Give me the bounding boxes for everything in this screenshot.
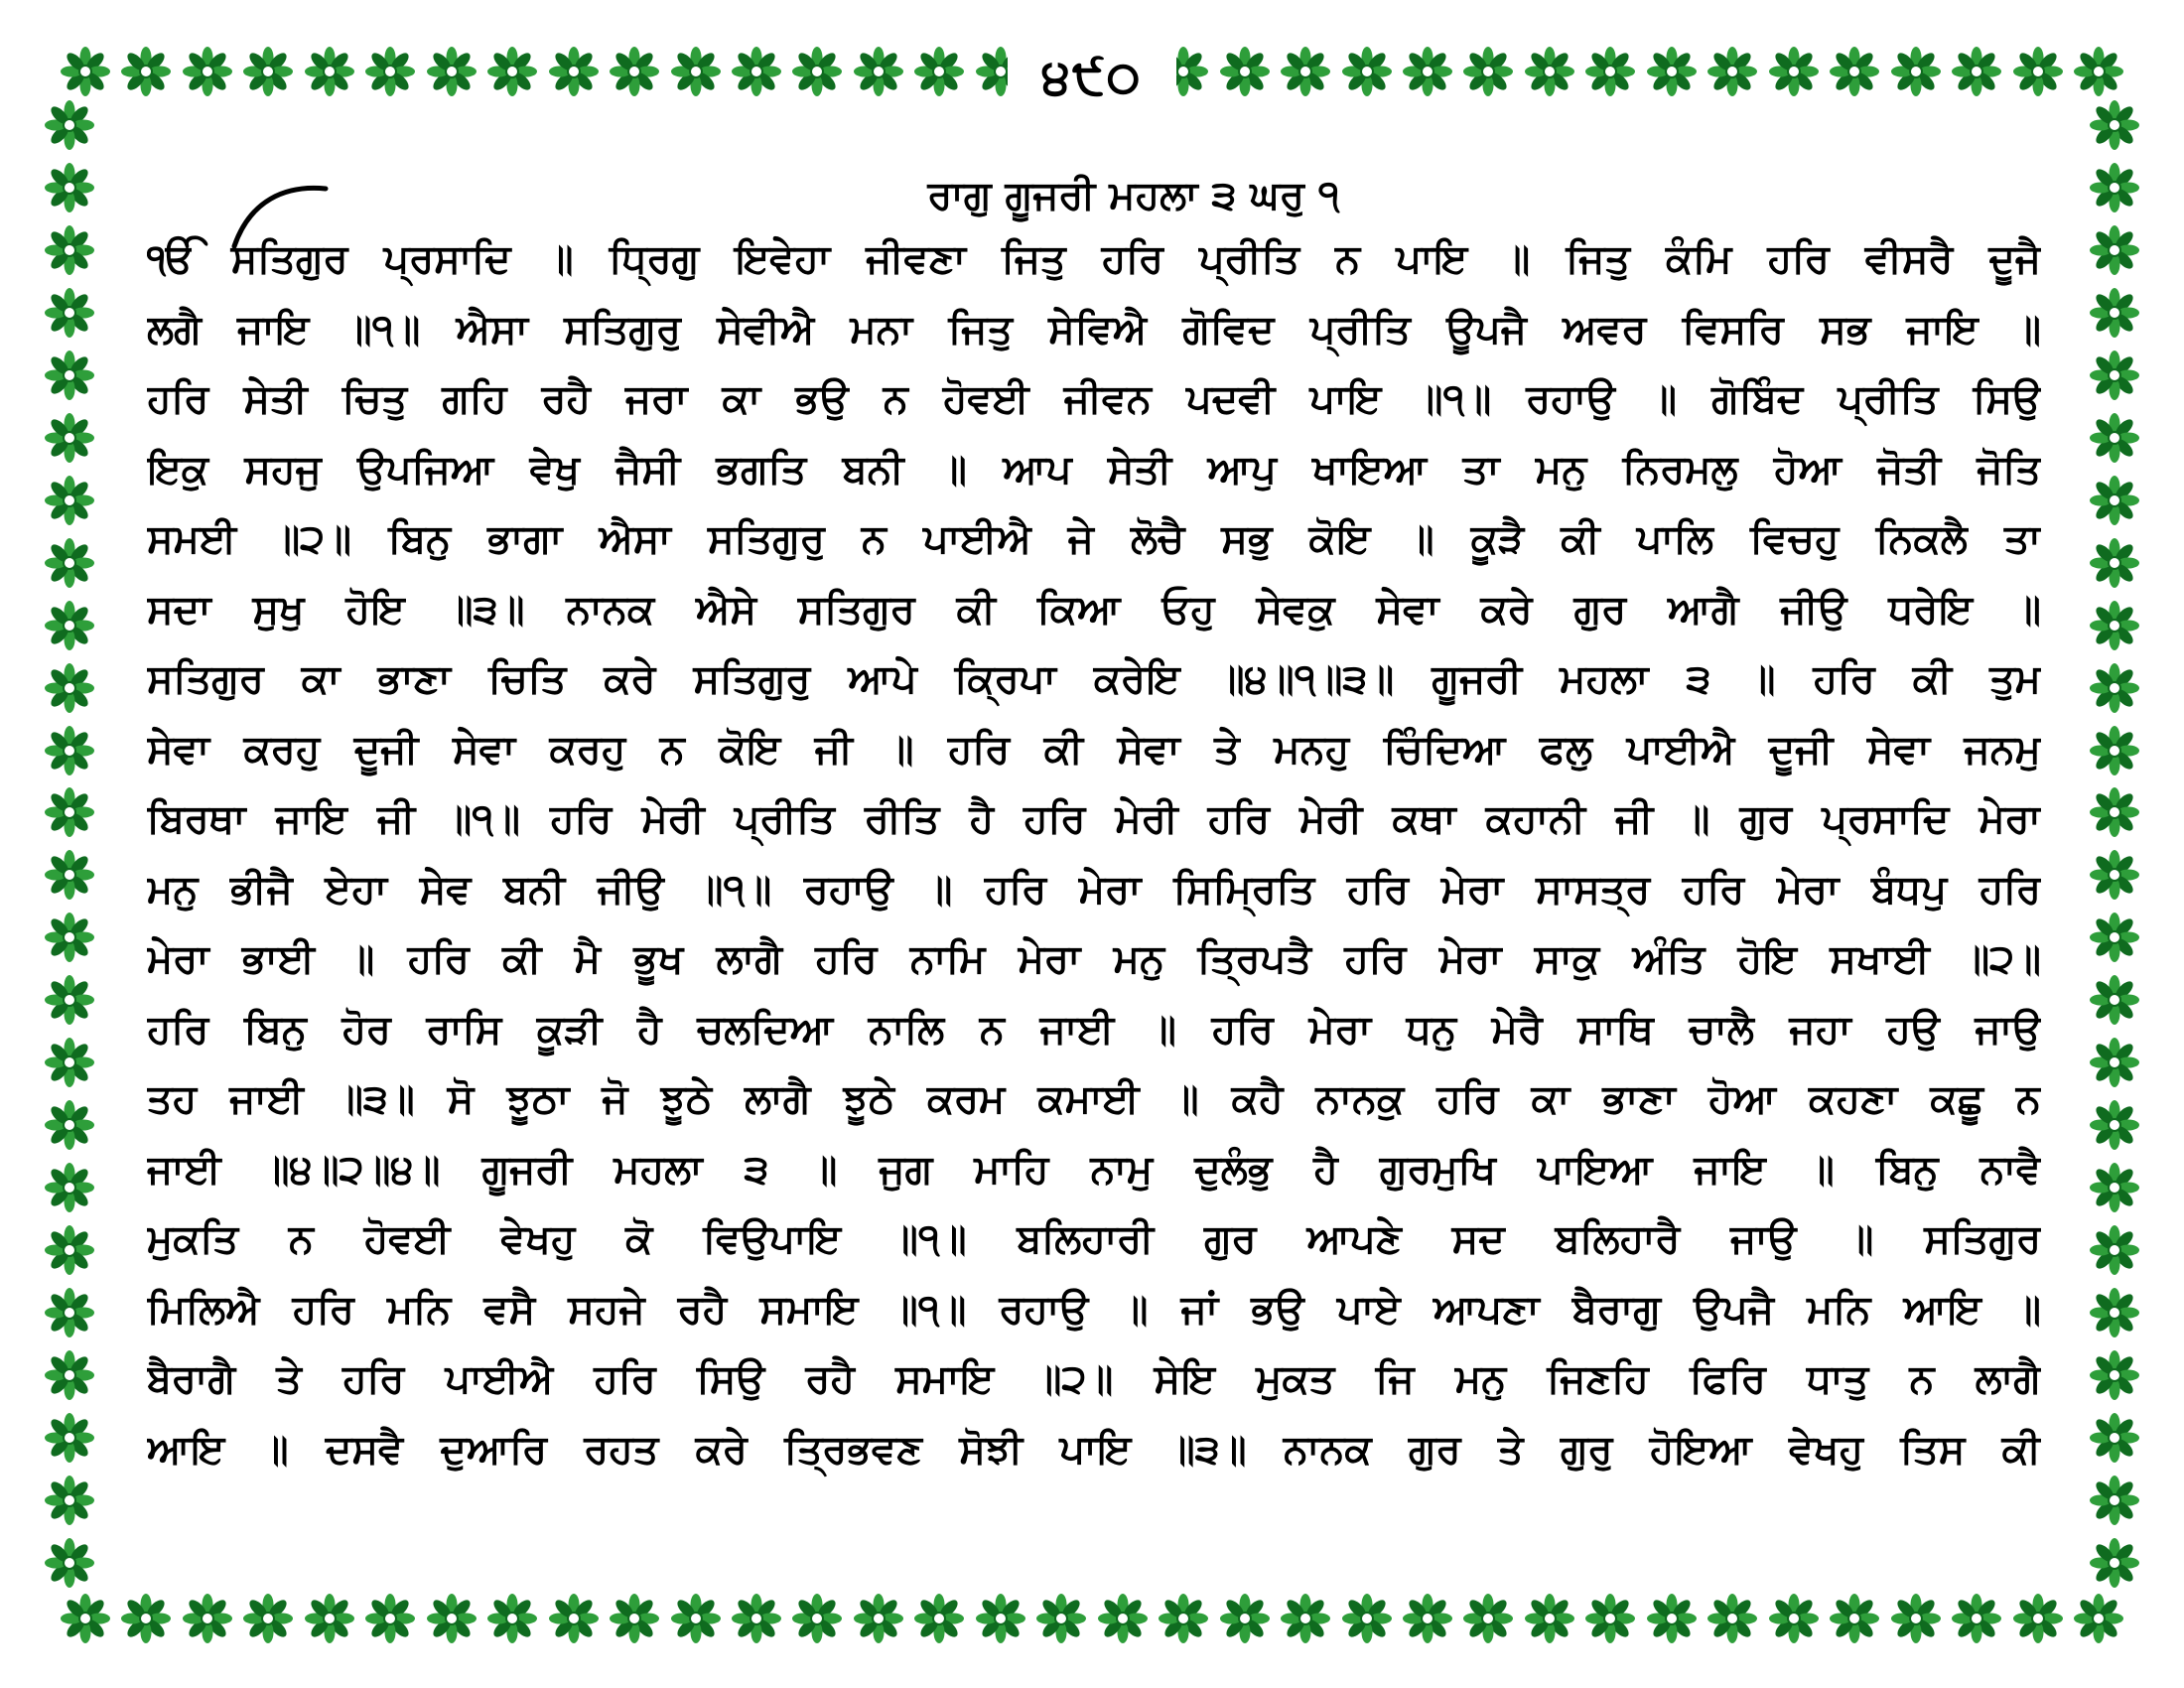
flower-icon xyxy=(486,1593,538,1644)
flower-icon xyxy=(44,662,95,714)
flower-icon xyxy=(44,224,95,276)
flower-icon xyxy=(1890,1593,1942,1644)
flower-icon xyxy=(2089,350,2140,401)
flower-icon xyxy=(1646,46,1698,97)
text-line: ਸਤਿਗੁਰ ਕਾ ਭਾਣਾ ਚਿਤਿ ਕਰੇ ਸਤਿਗੁਰੁ ਆਪੇ ਕ੍ਰਿਪਾ ਕਰੇਇ ॥੪॥੧॥੩॥ ਗੂਜਰੀ ਮਹਲਾ ੩ ॥ ਹਰਿ ਕੀ ਤੁਮ xyxy=(147,656,2041,702)
text-line: ਸਮਈ ॥੨॥ ਬਿਨੁ ਭਾਗਾ ਐਸਾ ਸਤਿਗੁਰੁ ਨ ਪਾਈਐ ਜੇ ਲੋਚੈ ਸਭੁ ਕੋਇ ॥ ਕੂੜੈ ਕੀ ਪਾਲਿ ਵਿਚਹੁ ਨਿਕਲੈ ਤਾ xyxy=(147,516,2041,562)
flower-icon xyxy=(44,849,95,901)
flower-icon xyxy=(791,46,843,97)
flower-icon xyxy=(304,46,355,97)
flower-icon xyxy=(44,1287,95,1338)
flower-icon xyxy=(548,1593,600,1644)
flower-icon xyxy=(975,1593,1026,1644)
flower-icon xyxy=(1097,1593,1149,1644)
flower-icon xyxy=(44,1537,95,1589)
flower-icon xyxy=(2089,475,2140,526)
flower-icon xyxy=(2012,1593,2064,1644)
text-line: ਸਦਾ ਸੁਖੁ ਹੋਇ ॥੩॥ ਨਾਨਕ ਐਸੇ ਸਤਿਗੁਰ ਕੀ ਕਿਆ ਓਹੁ ਸੇਵਕੁ ਸੇਵਾ ਕਰੇ ਗੁਰ ਆਗੈ ਜੀਉ ਧਰੇਇ ॥ xyxy=(147,586,2041,633)
flower-icon xyxy=(2089,537,2140,589)
text-line: ਆਇ ॥ ਦਸਵੈ ਦੁਆਰਿ ਰਹਤ ਕਰੇ ਤ੍ਰਿਭਵਣ ਸੋਝੀ ਪਾਇ ॥੩॥ ਨਾਨਕ ਗੁਰ ਤੇ ਗੁਰੁ ਹੋਇਆ ਵੇਖਹੁ ਤਿਸ ਕੀ xyxy=(147,1426,2041,1473)
flower-icon xyxy=(44,1162,95,1213)
flower-icon xyxy=(2089,600,2140,651)
flower-icon xyxy=(1035,1593,1087,1644)
flower-icon xyxy=(182,46,233,97)
flower-icon xyxy=(2089,224,2140,276)
flower-icon xyxy=(44,600,95,651)
flower-icon xyxy=(2089,662,2140,714)
flower-icon xyxy=(2089,1287,2140,1338)
flower-icon xyxy=(2089,849,2140,901)
flower-icon xyxy=(731,46,782,97)
text-line: ਮੇਰਾ ਭਾਈ ॥ ਹਰਿ ਕੀ ਮੈ ਭੂਖ ਲਾਗੈ ਹਰਿ ਨਾਮਿ ਮੇਰਾ ਮਨੁ ਤ੍ਰਿਪਤੈ ਹਰਿ ਮੇਰਾ ਸਾਕੁ ਅੰਤਿ ਹੋਇ ਸਖਾਈ ॥੨॥ xyxy=(147,936,2041,982)
flower-icon xyxy=(2089,287,2140,339)
flower-icon xyxy=(2073,46,2124,97)
flower-icon xyxy=(609,46,660,97)
flower-icon xyxy=(2089,1037,2140,1088)
flower-icon xyxy=(853,46,904,97)
text-line: ਜਾਈ ॥੪॥੨॥੪॥ ਗੂਜਰੀ ਮਹਲਾ ੩ ॥ ਜੁਗ ਮਾਹਿ ਨਾਮੁ ਦੁਲੰਭੁ ਹੈ ਗੁਰਮੁਖਿ ਪਾਇਆ ਜਾਇ ॥ ਬਿਨੁ ਨਾਵੈ xyxy=(147,1146,2041,1193)
flower-icon xyxy=(2089,1475,2140,1526)
flower-icon xyxy=(2089,412,2140,464)
flower-icon xyxy=(242,1593,294,1644)
flower-icon xyxy=(1890,46,1942,97)
flower-icon xyxy=(1584,1593,1636,1644)
text-line: ਲਗੈ ਜਾਇ ॥੧॥ ਐਸਾ ਸਤਿਗੁਰੁ ਸੇਵੀਐ ਮਨਾ ਜਿਤੁ ਸੇਵਿਐ ਗੋਵਿਦ ਪ੍ਰੀਤਿ ਊਪਜੈ ਅਵਰ ਵਿਸਰਿ ਸਭ ਜਾਇ ॥ xyxy=(147,306,2041,352)
flower-icon xyxy=(1646,1593,1698,1644)
flower-icon xyxy=(1462,1593,1514,1644)
flower-icon xyxy=(1951,1593,2002,1644)
flower-icon xyxy=(364,46,416,97)
flower-icon xyxy=(1829,46,1880,97)
flower-icon xyxy=(2089,1349,2140,1401)
text-line: ਬੈਰਾਗੈ ਤੇ ਹਰਿ ਪਾਈਐ ਹਰਿ ਸਿਉ ਰਹੈ ਸਮਾਇ ॥੨॥ ਸੇਇ ਮੁਕਤ ਜਿ ਮਨੁ ਜਿਣਹਿ ਫਿਰਿ ਧਾਤੁ ਨ ਲਾਗੈ xyxy=(147,1356,2041,1402)
text-line: ਬਿਰਥਾ ਜਾਇ ਜੀ ॥੧॥ ਹਰਿ ਮੇਰੀ ਪ੍ਰੀਤਿ ਰੀਤਿ ਹੈ ਹਰਿ ਮੇਰੀ ਹਰਿ ਮੇਰੀ ਕਥਾ ਕਹਾਨੀ ਜੀ ॥ ਗੁਰ ਪ੍ਰਸਾਦਿ ਮੇਰਾ xyxy=(147,796,2041,842)
flower-icon xyxy=(853,1593,904,1644)
flower-icon xyxy=(44,412,95,464)
flower-icon xyxy=(44,1224,95,1276)
flower-icon xyxy=(1402,1593,1453,1644)
flower-icon xyxy=(1402,46,1453,97)
flower-icon xyxy=(913,1593,965,1644)
flower-icon xyxy=(44,537,95,589)
flower-icon xyxy=(44,1037,95,1088)
border-right xyxy=(2085,99,2144,1589)
flower-icon xyxy=(1768,46,1820,97)
flower-icon xyxy=(182,1593,233,1644)
flower-icon xyxy=(1706,1593,1758,1644)
flower-icon xyxy=(2089,1537,2140,1589)
flower-icon xyxy=(44,287,95,339)
flower-icon xyxy=(1341,1593,1393,1644)
border-left xyxy=(40,99,99,1589)
flower-icon xyxy=(44,475,95,526)
flower-icon xyxy=(1584,46,1636,97)
text-body xyxy=(147,167,2041,1484)
flower-icon xyxy=(364,1593,416,1644)
flower-icon xyxy=(913,46,965,97)
flower-icon xyxy=(1462,46,1514,97)
flower-icon xyxy=(1158,1593,1209,1644)
flower-icon xyxy=(44,99,95,151)
flower-icon xyxy=(1219,1593,1271,1644)
text-line: ਹਰਿ ਬਿਨੁ ਹੋਰ ਰਾਸਿ ਕੂੜੀ ਹੈ ਚਲਦਿਆ ਨਾਲਿ ਨ ਜਾਈ ॥ ਹਰਿ ਮੇਰਾ ਧਨੁ ਮੇਰੈ ਸਾਥਿ ਚਾਲੈ ਜਹਾ ਹਉ ਜਾਉ xyxy=(147,1006,2041,1053)
text-line: ਮਿਲਿਐ ਹਰਿ ਮਨਿ ਵਸੈ ਸਹਜੇ ਰਹੈ ਸਮਾਇ ॥੧॥ ਰਹਾਉ ॥ ਜਾਂ ਭਉ ਪਾਏ ਆਪਣਾ ਬੈਰਾਗੁ ਉਪਜੈ ਮਨਿ ਆਇ ॥ xyxy=(147,1286,2041,1333)
page-number: ੪੯੦ xyxy=(1041,48,1143,105)
flower-icon xyxy=(44,974,95,1026)
text-line: ਮੁਕਤਿ ਨ ਹੋਵਈ ਵੇਖਹੁ ਕੋ ਵਿਉਪਾਇ ॥੧॥ ਬਲਿਹਾਰੀ ਗੁਰ ਆਪਣੇ ਸਦ ਬਲਿਹਾਰੈ ਜਾਉ ॥ ਸਤਿਗੁਰ xyxy=(147,1216,2041,1262)
flower-icon xyxy=(44,162,95,213)
text-line: ਤਹ ਜਾਈ ॥੩॥ ਸੋ ਝੂਠਾ ਜੋ ਝੂਠੇ ਲਾਗੈ ਝੂਠੇ ਕਰਮ ਕਮਾਈ ॥ ਕਹੈ ਨਾਨਕੁ ਹਰਿ ਕਾ ਭਾਣਾ ਹੋਆ ਕਹਣਾ ਕਛੂ ਨ xyxy=(147,1076,2041,1122)
text-line: ਮਨੁ ਭੀਜੈ ਏਹਾ ਸੇਵ ਬਨੀ ਜੀਉ ॥੧॥ ਰਹਾਉ ॥ ਹਰਿ ਮੇਰਾ ਸਿਮ੍ਰਿਤਿ ਹਰਿ ਮੇਰਾ ਸਾਸਤ੍ਰ ਹਰਿ ਮੇਰਾ ਬੰਧਪੁ ਹਰਿ xyxy=(147,866,2041,913)
flower-icon xyxy=(44,1475,95,1526)
flower-icon xyxy=(1219,46,1271,97)
flower-icon xyxy=(242,46,294,97)
flower-icon xyxy=(1280,1593,1331,1644)
flower-icon xyxy=(2089,912,2140,963)
flower-icon xyxy=(426,46,478,97)
flower-icon xyxy=(44,1099,95,1151)
flower-icon xyxy=(2089,974,2140,1026)
flower-icon xyxy=(2089,786,2140,838)
flower-icon xyxy=(609,1593,660,1644)
flower-icon xyxy=(2073,1593,2124,1644)
flower-icon xyxy=(1768,1593,1820,1644)
border-bottom xyxy=(60,1589,2124,1648)
section-heading: ਰਾਗੁ ਗੂਜਰੀ ਮਹਲਾ ੩ ਘਰੁ ੧ xyxy=(927,173,1340,218)
flower-icon xyxy=(1341,46,1393,97)
flower-icon xyxy=(44,912,95,963)
text-line: ਹਰਿ ਸੇਤੀ ਚਿਤੁ ਗਹਿ ਰਹੈ ਜਰਾ ਕਾ ਭਉ ਨ ਹੋਵਈ ਜੀਵਨ ਪਦਵੀ ਪਾਇ ॥੧॥ ਰਹਾਉ ॥ ਗੋਬਿੰਦ ਪ੍ਰੀਤਿ ਸਿਉ xyxy=(147,376,2041,422)
flower-icon xyxy=(1524,1593,1575,1644)
flower-icon xyxy=(120,1593,172,1644)
flower-icon xyxy=(791,1593,843,1644)
flower-icon xyxy=(2089,1162,2140,1213)
flower-icon xyxy=(1280,46,1331,97)
flower-icon xyxy=(120,46,172,97)
flower-icon xyxy=(44,1349,95,1401)
flower-icon xyxy=(304,1593,355,1644)
flower-icon xyxy=(2089,1412,2140,1464)
flower-icon xyxy=(2089,99,2140,151)
flower-icon xyxy=(2089,1099,2140,1151)
flower-icon xyxy=(44,1412,95,1464)
flower-icon xyxy=(1829,1593,1880,1644)
flower-icon xyxy=(44,786,95,838)
flower-icon xyxy=(670,46,722,97)
flower-icon xyxy=(670,1593,722,1644)
flower-icon xyxy=(426,1593,478,1644)
flower-icon xyxy=(2012,46,2064,97)
flower-icon xyxy=(1951,46,2002,97)
flower-icon xyxy=(486,46,538,97)
text-line: ੴ ਸਤਿਗੁਰ ਪ੍ਰਸਾਦਿ ॥ ਧ੍ਰਿਗੁ ਇਵੇਹਾ ਜੀਵਣਾ ਜਿਤੁ ਹਰਿ ਪ੍ਰੀਤਿ ਨ ਪਾਇ ॥ ਜਿਤੁ ਕੰਮਿ ਹਰਿ ਵੀਸਰੈ ਦੂਜੈ xyxy=(147,236,2041,282)
flower-icon xyxy=(1524,46,1575,97)
flower-icon xyxy=(548,46,600,97)
flower-icon xyxy=(60,46,111,97)
flower-icon xyxy=(60,1593,111,1644)
flower-icon xyxy=(44,725,95,776)
flower-icon xyxy=(731,1593,782,1644)
flower-icon xyxy=(2089,162,2140,213)
flower-icon xyxy=(1706,46,1758,97)
flower-icon xyxy=(44,350,95,401)
text-line: ਇਕੁ ਸਹਜੁ ਉਪਜਿਆ ਵੇਖੁ ਜੈਸੀ ਭਗਤਿ ਬਨੀ ॥ ਆਪ ਸੇਤੀ ਆਪੁ ਖਾਇਆ ਤਾ ਮਨੁ ਨਿਰਮਲੁ ਹੋਆ ਜੋਤੀ ਜੋਤਿ xyxy=(147,446,2041,492)
flower-icon xyxy=(2089,725,2140,776)
text-line: ਸੇਵਾ ਕਰਹੁ ਦੂਜੀ ਸੇਵਾ ਕਰਹੁ ਨ ਕੋਇ ਜੀ ॥ ਹਰਿ ਕੀ ਸੇਵਾ ਤੇ ਮਨਹੁ ਚਿੰਦਿਆ ਫਲੁ ਪਾਈਐ ਦੂਜੀ ਸੇਵਾ ਜਨਮੁ xyxy=(147,726,2041,773)
flower-icon xyxy=(2089,1224,2140,1276)
